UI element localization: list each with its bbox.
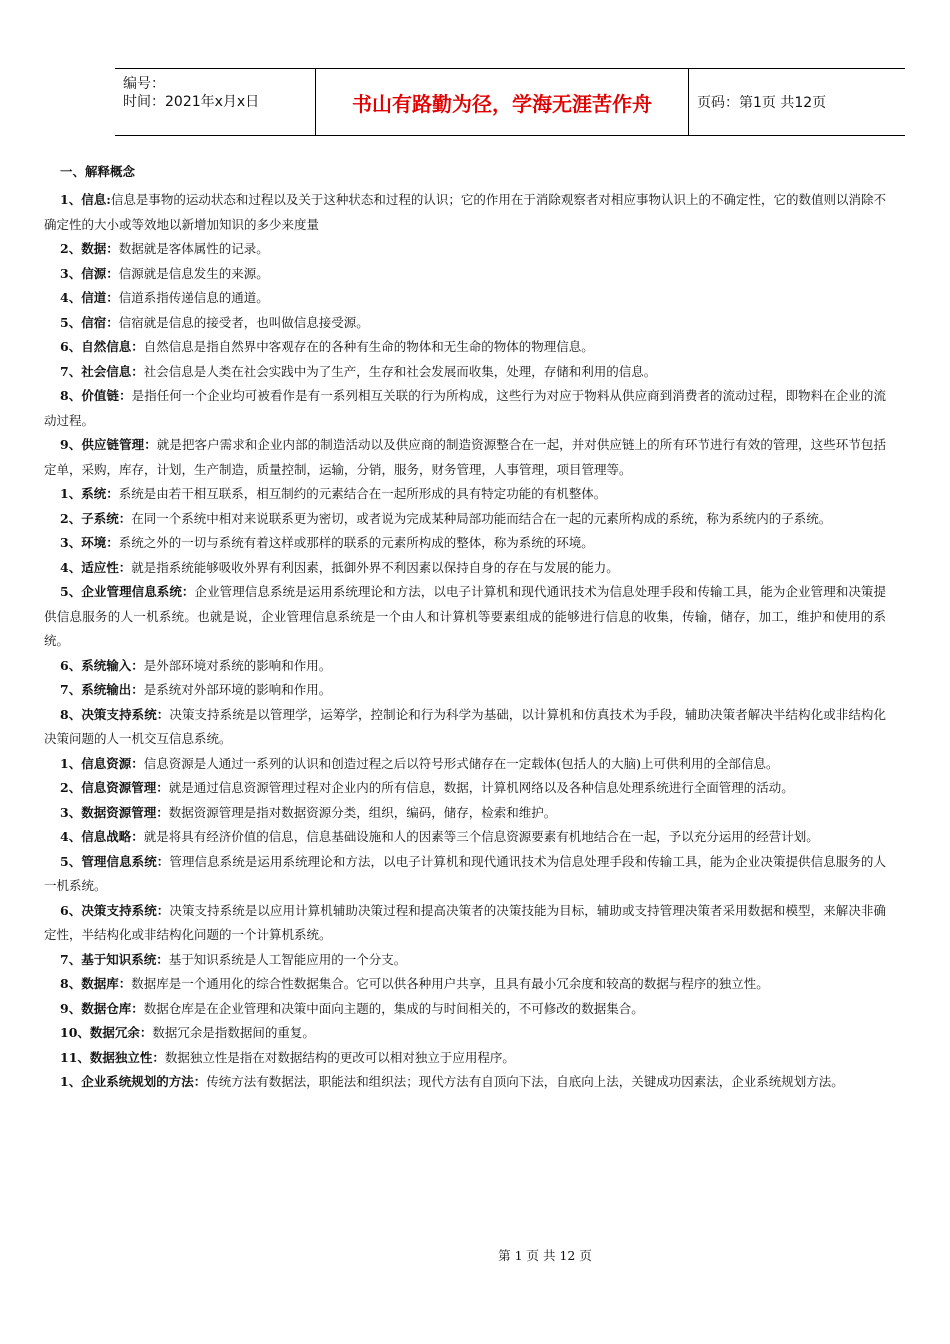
definition-term: 2、子系统：	[60, 510, 132, 526]
definition-item	[44, 752, 886, 777]
definition-text: 是指任何一个企业均可被看作是有一系列相互关联的行为所构成，这些行为对应于物料从供应商到消费者的流动过程，即物料在企业的流动过程。	[44, 388, 886, 428]
definition-term: 7、社会信息：	[60, 363, 144, 379]
definition-term: 6、自然信息：	[60, 339, 144, 354]
definition-term: 9、供应链管理：	[60, 437, 157, 452]
definition-term: 8、数据库：	[60, 976, 132, 991]
definition-text: 传统方法有数据法，职能法和组织法；现代方法有自顶向下法，自底向上法，关键成功因素法，企业系统规划方法。	[206, 1074, 844, 1089]
definition-item	[44, 237, 886, 262]
definition-item	[44, 1070, 886, 1095]
definition-term: 6、决策支持系统：	[60, 902, 170, 918]
definition-text: 决策支持系统是以应用计算机辅助决策过程和提高决策者的决策技能为目标，辅助或支持管理决策者采用数据和模型，来解决非确定性，半结构化或非结构化问题的一个计算机系统。	[44, 902, 886, 942]
definition-item	[44, 825, 886, 850]
definition-term: 6、系统输入：	[60, 657, 144, 673]
definition-text: 社会信息是人类在社会实践中为了生产，生存和社会发展而收集，处理，存储和利用的信息。	[143, 363, 657, 379]
definition-term: 3、数据资源管理：	[60, 804, 169, 820]
definition-term: 1、信息:	[60, 192, 111, 207]
definition-term: 1、信息资源：	[60, 755, 144, 771]
definition-term: 5、信宿：	[60, 314, 119, 330]
page-footer: 第 1 页 共 12 页	[498, 1248, 592, 1263]
definition-text: 数据就是客体属性的记录。	[118, 241, 269, 256]
definition-item	[44, 899, 886, 948]
definition-term: 10、数据冗余：	[60, 1025, 153, 1040]
definition-item	[44, 482, 886, 507]
definition-term: 5、管理信息系统：	[60, 853, 170, 869]
header-meta	[115, 69, 315, 135]
definition-item	[44, 262, 886, 287]
definition-item	[44, 580, 886, 654]
definition-term: 2、信息资源管理：	[60, 780, 169, 795]
document-time-label: 时间：2021年x月x日	[123, 94, 260, 110]
definition-term: 1、系统：	[60, 486, 119, 501]
definition-text: 自然信息是指自然界中客观存在的各种有生命的物体和无生命的物体的物理信息。	[143, 339, 594, 354]
definition-text: 数据独立性是指在对数据结构的更改可以相对独立于应用程序。	[164, 1049, 515, 1065]
definition-text: 信息资源是人通过一系列的认识和创造过程之后以符号形式储存在一定载体(包括人的大脑)上可供利用的全部信息。	[143, 755, 779, 771]
definition-text: 数据仓库是在企业管理和决策中面向主题的，集成的与时间相关的，不可修改的数据集合。	[143, 1000, 644, 1016]
definition-text: 信息是事物的运动状态和过程以及关于这种状态和过程的认识；它的作用在于消除观察者对相应事物认识上的不确定性，它的数值则以消除不确定性的大小或等效地以新增加知识的多少来度量	[44, 192, 886, 232]
definition-item	[44, 335, 886, 360]
definition-item	[44, 507, 886, 532]
definition-term: 1、企业系统规划的方法：	[60, 1074, 207, 1089]
definition-term: 8、决策支持系统：	[60, 706, 170, 722]
definition-item	[44, 360, 886, 385]
definition-text: 信源就是信息发生的来源。	[118, 265, 269, 281]
definition-item	[44, 433, 886, 482]
header-motto: 书山有路勤为径，学海无涯苦作舟	[315, 69, 689, 135]
definition-item	[44, 188, 886, 237]
definition-text: 数据资源管理是指对数据资源分类，组织，编码，储存，检索和维护。	[168, 804, 557, 820]
section-title: 一、解释概念	[60, 164, 136, 179]
definition-term: 8、价值链：	[60, 388, 132, 403]
definition-item	[44, 703, 886, 752]
definition-item	[44, 997, 886, 1022]
definition-text: 就是指系统能够吸收外界有利因素，抵御外界不利因素以保持自身的存在与发展的能力。	[131, 559, 619, 575]
definition-term: 2、数据：	[60, 241, 119, 256]
definition-term: 4、适应性：	[60, 559, 132, 575]
definition-term: 9、数据仓库：	[60, 1000, 144, 1016]
definition-text: 数据库是一个通用化的综合性数据集合。它可以供各种用户共享，且具有最小冗余度和较高的数据与程序的独立性。	[131, 976, 769, 991]
definition-text: 决策支持系统是以管理学，运筹学，控制论和行为科学为基础，以计算机和仿真技术为手段，辅助决策者解决半结构化或非结构化决策问题的人一机交互信息系统。	[44, 706, 886, 746]
definition-text: 基于知识系统是人工智能应用的一个分支。	[168, 951, 407, 967]
definition-text: 信宿就是信息的接受者，也叫做信息接受源。	[118, 314, 369, 330]
definition-text: 管理信息系统是运用系统理论和方法，以电子计算机和现代通讯技术为信息处理手段和传输工具，能为企业决策提供信息服务的人一机系统。	[44, 853, 886, 893]
definition-term: 11、数据独立性：	[60, 1049, 165, 1065]
definition-text: 是系统对外部环境的影响和作用。	[143, 682, 332, 697]
definition-item	[44, 850, 886, 899]
definition-term: 5、企业管理信息系统：	[60, 584, 195, 599]
document-number-label: 编号：	[123, 76, 165, 92]
definition-item	[44, 1021, 886, 1046]
definition-item	[44, 1046, 886, 1071]
definition-text: 就是通过信息资源管理过程对企业内的所有信息，数据，计算机网络以及各种信息处理系统进行全面管理的活动。	[168, 780, 794, 795]
definition-term: 4、信道：	[60, 290, 119, 305]
definition-item	[44, 556, 886, 581]
definition-term: 4、信息战略：	[60, 829, 144, 844]
definition-term: 7、基于知识系统：	[60, 951, 169, 967]
definition-term: 3、信源：	[60, 265, 119, 281]
definition-item	[44, 286, 886, 311]
definition-text: 信道系指传递信息的通道。	[118, 290, 269, 305]
definition-item	[44, 654, 886, 679]
definition-item	[44, 801, 886, 826]
definition-item	[44, 384, 886, 433]
definition-item	[44, 776, 886, 801]
definition-text: 就是将具有经济价值的信息，信息基础设施和人的因素等三个信息资源要素有机地结合在一起，予以充分运用的经营计划。	[143, 829, 819, 844]
definition-text: 系统是由若干相互联系，相互制约的元素结合在一起所形成的具有特定功能的有机整体。	[118, 486, 607, 501]
definition-item	[44, 311, 886, 336]
document-body	[44, 160, 886, 1095]
definition-text: 在同一个系统中相对来说联系更为密切，或者说为完成某种局部功能而结合在一起的元素所构成的系统，称为系统内的子系统。	[131, 510, 832, 526]
definition-item	[44, 972, 886, 997]
definition-text: 就是把客户需求和企业内部的制造活动以及供应商的制造资源整合在一起，并对供应链上的所有环节进行有效的管理，这些环节包括定单，采购，库存，计划，生产制造，质量控制，运输，分销，服务，财务管理，人事管理，项目管理等。	[44, 437, 886, 477]
definition-text: 是外部环境对系统的影响和作用。	[143, 657, 332, 673]
definition-text: 数据冗余是指数据间的重复。	[152, 1025, 315, 1040]
definition-item	[44, 948, 886, 973]
definition-text: 企业管理信息系统是运用系统理论和方法，以电子计算机和现代通讯技术为信息处理手段和传输工具，能为企业管理和决策提供信息服务的人一机系统。也就是说，企业管理信息系统是一个由人和计算机等要素组成的能够进行信息的收集，传输，储存，加工，维护和使用的系统。	[44, 584, 886, 648]
definition-item	[44, 531, 886, 556]
definition-list	[44, 188, 886, 1095]
definition-text: 系统之外的一切与系统有着这样或那样的联系的元素所构成的整体，称为系统的环境。	[118, 535, 594, 550]
definition-term: 7、系统输出：	[60, 682, 144, 697]
definition-term: 3、环境：	[60, 535, 119, 550]
header-page-label: 页码：第1页 共12页	[697, 95, 827, 111]
definition-item	[44, 678, 886, 703]
page-header	[115, 68, 905, 136]
